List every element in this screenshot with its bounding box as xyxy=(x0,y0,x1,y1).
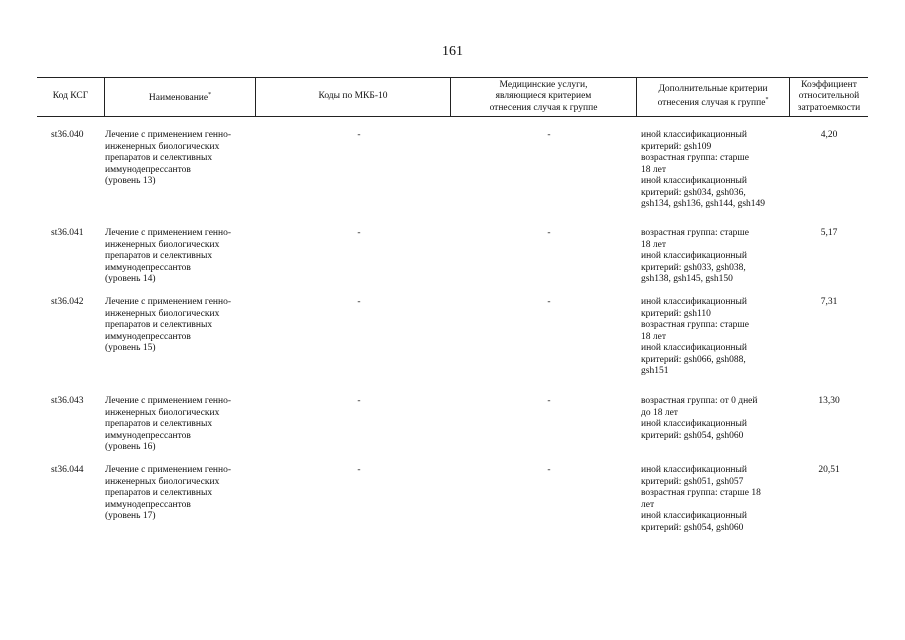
ksg-name-line: инженерных биологических xyxy=(105,407,220,418)
extra-criteria-line: критерий: gsh109 xyxy=(641,141,712,152)
header-name: Наименование* xyxy=(104,78,255,116)
ksg-name-line: препаратов и селективных xyxy=(105,320,213,330)
extra-criteria-line: лет xyxy=(641,499,655,510)
ksg-name-line: Лечение с применением генно- xyxy=(105,130,231,140)
ksg-name-line: инженерных биологических xyxy=(105,476,220,487)
medical-services: - xyxy=(547,396,551,406)
ksg-name xyxy=(105,465,253,523)
ksg-name-line: инженерных биологических xyxy=(105,239,220,250)
medical-services: - xyxy=(547,130,551,140)
extra-criteria-line: критерий: gsh110 xyxy=(641,308,711,319)
extra-criteria-line: критерий: gsh034, gsh036, xyxy=(641,187,746,198)
ksg-code: st36.040 xyxy=(51,130,84,140)
ksg-name-line: Лечение с применением генно- xyxy=(105,465,231,475)
extra-criteria-line: gsh134, gsh136, gsh144, gsh149 xyxy=(641,199,766,209)
ksg-name-line: (уровень 14) xyxy=(105,274,156,284)
extra-criteria xyxy=(641,396,786,442)
header-coefficient: Коэффициент относительной затратоемкости xyxy=(789,78,868,116)
extra-criteria xyxy=(641,465,786,534)
extra-criteria-line: 18 лет xyxy=(641,331,666,342)
extra-criteria-line: возрастная группа: от 0 дней xyxy=(641,396,758,406)
ksg-name-line: иммунодепрессантов xyxy=(105,164,191,175)
ksg-code: st36.042 xyxy=(51,297,84,307)
extra-criteria-line: иной классификационный xyxy=(641,176,747,186)
mkb-codes: - xyxy=(357,228,361,238)
extra-criteria-line: критерий: gsh051, gsh057 xyxy=(641,476,744,487)
ksg-name-line: Лечение с применением генно- xyxy=(105,396,231,406)
extra-criteria-line: иной классификационный xyxy=(641,465,747,475)
extra-criteria-line: иной классификационный xyxy=(641,511,747,521)
ksg-code: st36.044 xyxy=(51,465,84,475)
extra-criteria xyxy=(641,297,786,378)
ksg-name-line: препаратов и селективных xyxy=(105,251,213,261)
coefficient: 4,20 xyxy=(820,130,838,140)
extra-criteria-line: возрастная группа: старше 18 xyxy=(641,488,761,498)
medical-services: - xyxy=(547,297,551,307)
mkb-codes: - xyxy=(357,465,361,475)
ksg-name-line: иммунодепрессантов xyxy=(105,499,191,510)
mkb-codes: - xyxy=(357,396,361,406)
extra-criteria xyxy=(641,228,786,286)
ksg-name-line: (уровень 15) xyxy=(105,343,156,353)
extra-criteria-line: критерий: gsh066, gsh088, xyxy=(641,354,746,365)
ksg-name-line: Лечение с применением генно- xyxy=(105,228,231,238)
ksg-name-line: инженерных биологических xyxy=(105,308,220,319)
header-code: Код КСГ xyxy=(52,91,89,102)
medical-services: - xyxy=(547,465,551,475)
ksg-name-line: (уровень 17) xyxy=(105,511,156,521)
header-mkb: Коды по МКБ-10 xyxy=(255,78,450,116)
ksg-name xyxy=(105,228,253,286)
ksg-name-line: (уровень 16) xyxy=(105,442,156,452)
extra-criteria-line: иной классификационный xyxy=(641,419,747,429)
extra-criteria-line: критерий: gsh054, gsh060 xyxy=(641,522,744,533)
header-med-services: Медицинские услуги, являющиеся критерием отнесения случая к группе xyxy=(450,78,636,116)
extra-criteria-line: возрастная группа: старше xyxy=(641,320,749,330)
ksg-name xyxy=(105,396,253,454)
extra-criteria-line: возрастная группа: старше xyxy=(641,153,749,163)
mkb-codes: - xyxy=(357,130,361,140)
ksg-name-line: препаратов и селективных xyxy=(105,153,213,163)
header-extra-criteria: Дополнительные критерии отнесения случая к группе* xyxy=(636,78,789,116)
coefficient: 20,51 xyxy=(818,465,840,475)
ksg-name-line: препаратов и селективных xyxy=(105,419,213,429)
ksg-name-line: Лечение с применением генно- xyxy=(105,297,231,307)
extra-criteria-line: 18 лет xyxy=(641,239,666,250)
table-header xyxy=(37,77,868,117)
medical-services: - xyxy=(547,228,551,238)
ksg-name-line: иммунодепрессантов xyxy=(105,331,191,342)
extra-criteria-line: критерий: gsh033, gsh038, xyxy=(641,262,746,273)
page-number: 161 xyxy=(442,44,463,59)
extra-criteria-line: критерий: gsh054, gsh060 xyxy=(641,430,744,441)
extra-criteria-line: gsh151 xyxy=(641,366,669,376)
coefficient: 13,30 xyxy=(818,396,840,406)
coefficient: 5,17 xyxy=(820,228,838,238)
extra-criteria-line: иной классификационный xyxy=(641,297,747,307)
ksg-code: st36.041 xyxy=(51,228,84,238)
ksg-name-line: препаратов и селективных xyxy=(105,488,213,498)
extra-criteria-line: иной классификационный xyxy=(641,343,747,353)
extra-criteria xyxy=(641,130,786,211)
ksg-name-line: иммунодепрессантов xyxy=(105,262,191,273)
extra-criteria-line: gsh138, gsh145, gsh150 xyxy=(641,274,733,284)
extra-criteria-line: до 18 лет xyxy=(641,407,678,418)
extra-criteria-line: 18 лет xyxy=(641,164,666,175)
ksg-code: st36.043 xyxy=(51,396,84,406)
ksg-name xyxy=(105,130,253,188)
extra-criteria-line: иной классификационный xyxy=(641,251,747,261)
extra-criteria-line: иной классификационный xyxy=(641,130,747,140)
ksg-name xyxy=(105,297,253,355)
mkb-codes: - xyxy=(357,297,361,307)
ksg-name-line: иммунодепрессантов xyxy=(105,430,191,441)
ksg-name-line: (уровень 13) xyxy=(105,176,156,186)
coefficient: 7,31 xyxy=(820,297,838,307)
ksg-name-line: инженерных биологических xyxy=(105,141,220,152)
extra-criteria-line: возрастная группа: старше xyxy=(641,228,749,238)
